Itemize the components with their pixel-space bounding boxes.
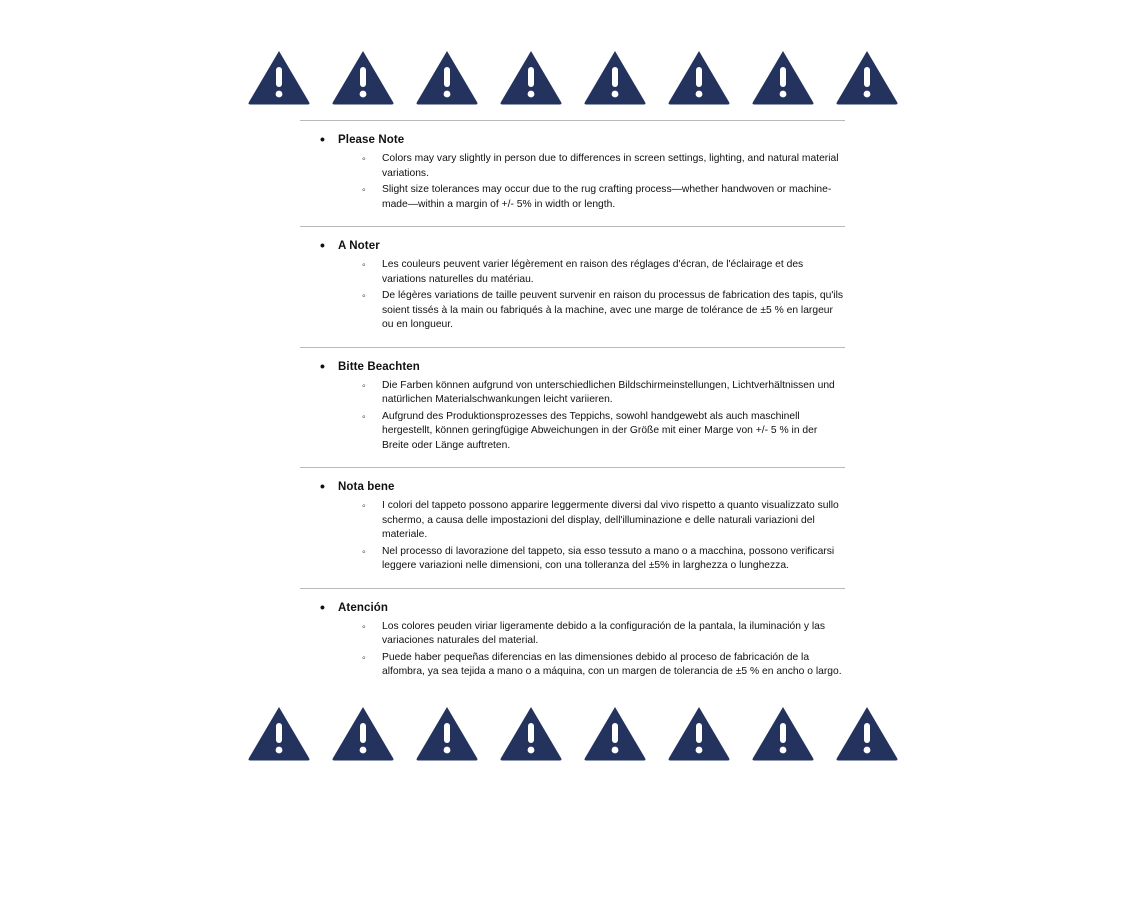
divider xyxy=(300,467,845,468)
warning-triangle-icon xyxy=(246,704,312,762)
warning-icon-row-bottom xyxy=(0,704,1145,762)
warning-triangle-icon xyxy=(582,48,648,106)
notice-section-list xyxy=(300,133,845,680)
warning-triangle-icon xyxy=(414,48,480,106)
list-item: ◦ I colori del tappeto possono apparire leggermente diversi dal vivo rispetto a quanto visualizzato sullo schermo, a causa delle impostazioni del display, dell'illuminazione e delle naturali variazioni del materiale. xyxy=(300,499,845,543)
section-heading: • Please Note xyxy=(300,133,845,148)
notice-content xyxy=(300,120,845,680)
divider xyxy=(300,120,845,121)
section-bullet-list xyxy=(300,499,845,574)
warning-triangle-icon xyxy=(834,48,900,106)
list-item: ◦ Die Farben können aufgrund von unterschiedlichen Bildschirmeinstellungen, Lichtverhältnissen und natürlichen Materialschwankungen leicht variieren. xyxy=(300,379,845,408)
section-bullet-list xyxy=(300,152,845,212)
section-heading: • Nota bene xyxy=(300,480,845,495)
warning-triangle-icon xyxy=(498,704,564,762)
notice-section xyxy=(300,480,845,574)
divider xyxy=(300,226,845,227)
section-bullet-list xyxy=(300,258,845,333)
divider xyxy=(300,347,845,348)
notice-section xyxy=(300,133,845,212)
document-page xyxy=(0,48,1145,906)
divider xyxy=(300,588,845,589)
warning-triangle-icon xyxy=(330,704,396,762)
list-item: ◦ De légères variations de taille peuvent survenir en raison du processus de fabrication des tapis, qu'ils soient tissés à la main ou fabriqués à la machine, avec une marge de tolérance de ±5 % en largeur ou en longueur. xyxy=(300,289,845,333)
list-item: ◦ Colors may vary slightly in person due to differences in screen settings, lighting, and natural material variations. xyxy=(300,152,845,181)
warning-triangle-icon xyxy=(750,48,816,106)
warning-triangle-icon xyxy=(582,704,648,762)
section-heading: • Atención xyxy=(300,601,845,616)
warning-triangle-icon xyxy=(666,704,732,762)
list-item: ◦ Aufgrund des Produktionsprozesses des Teppichs, sowohl handgewebt als auch maschinell hergestellt, können geringfügige Abweichungen in der Größe mit einer Marge von +/- 5 % in der Breite oder Länge auftreten. xyxy=(300,410,845,454)
warning-triangle-icon xyxy=(414,704,480,762)
section-heading: • Bitte Beachten xyxy=(300,360,845,375)
warning-triangle-icon xyxy=(750,704,816,762)
list-item: ◦ Nel processo di lavorazione del tappeto, sia esso tessuto a mano o a macchina, possono verificarsi leggere variazioni nelle dimensioni, con una tolleranza del ±5% in larghezza o lunghezza. xyxy=(300,545,845,574)
notice-section xyxy=(300,239,845,333)
warning-triangle-icon xyxy=(330,48,396,106)
warning-triangle-icon xyxy=(498,48,564,106)
list-item: ◦ Puede haber pequeñas diferencias en las dimensiones debido al proceso de fabricación de la alfombra, ya sea tejida a mano o a máquina, con un margen de tolerancia de ±5 % en ancho o largo. xyxy=(300,651,845,680)
list-item: ◦ Les couleurs peuvent varier légèrement en raison des réglages d'écran, de l'éclairage et des variations naturelles du matériau. xyxy=(300,258,845,287)
notice-section xyxy=(300,360,845,454)
section-heading: • A Noter xyxy=(300,239,845,254)
warning-icon-row-top xyxy=(0,48,1145,106)
warning-triangle-icon xyxy=(666,48,732,106)
notice-section xyxy=(300,601,845,680)
warning-triangle-icon xyxy=(834,704,900,762)
warning-triangle-icon xyxy=(246,48,312,106)
list-item: ◦ Los colores peuden viriar ligeramente debido a la configuración de la pantala, la iluminación y las variaciones naturales del material. xyxy=(300,620,845,649)
list-item: ◦ Slight size tolerances may occur due to the rug crafting process—whether handwoven or machine-made—within a margin of +/- 5% in width or length. xyxy=(300,183,845,212)
section-bullet-list xyxy=(300,620,845,680)
section-bullet-list xyxy=(300,379,845,454)
